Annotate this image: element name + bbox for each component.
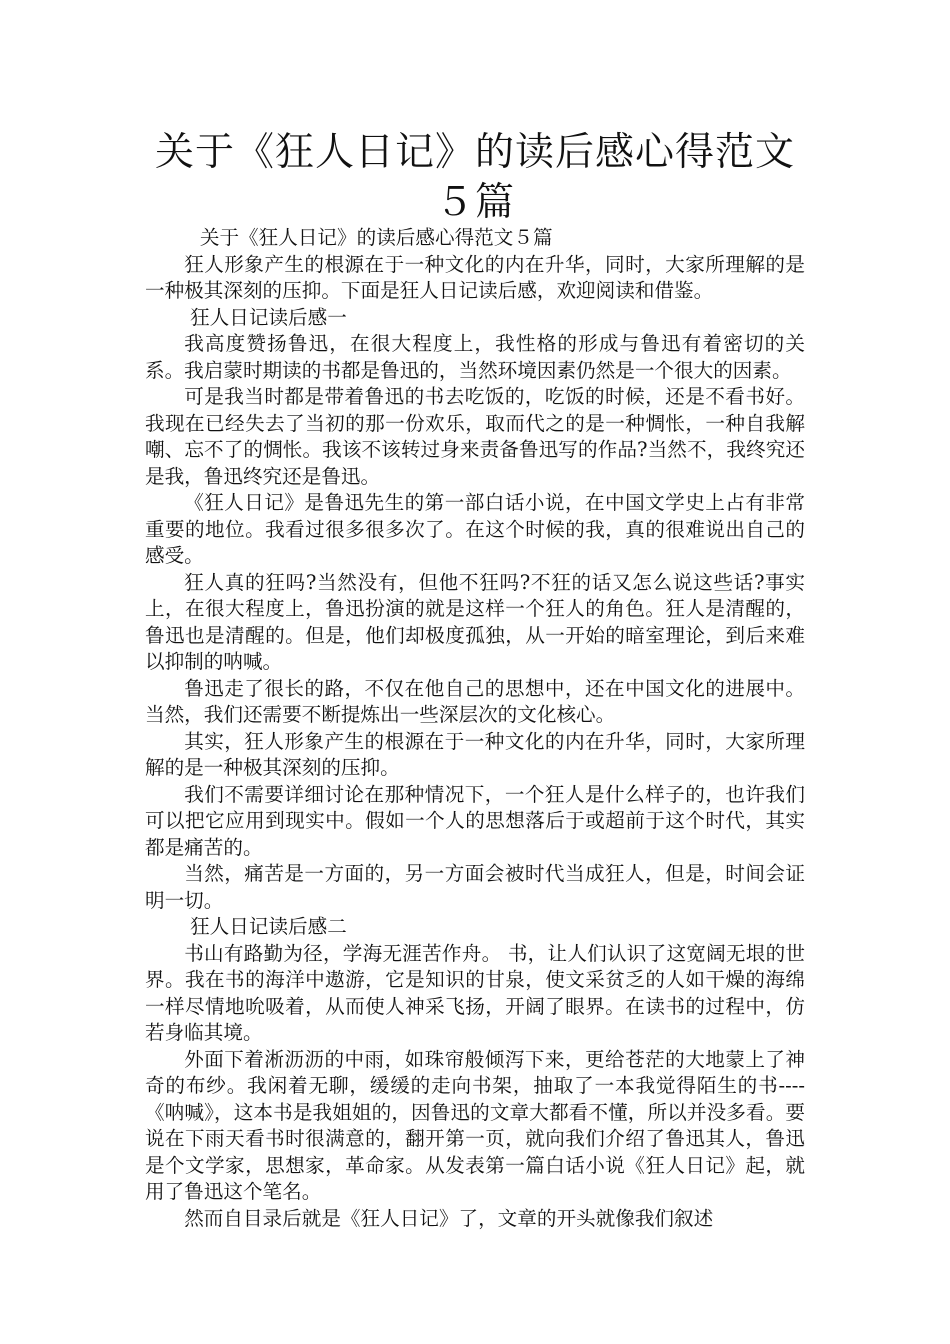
document-title: 关于《狂人日记》的读后感心得范文５篇 [154,130,795,225]
paragraph: 鲁迅走了很长的路，不仅在他自己的思想中，还在中国文化的进展中。当然，我们还需要不断提炼出一些深层次的文化核心。 [145,676,805,726]
paragraph: 我高度赞扬鲁迅，在很大程度上，我性格的形成与鲁迅有着密切的关系。我启蒙时期读的书都是鲁迅的，当然环境因素仍然是一个很大的因素。 [145,332,805,382]
paragraph: 然而自目录后就是《狂人日记》了，文章的开头就像我们叙述 [184,1206,714,1230]
paragraph: 我们不需要详细讨论在那种情况下，一个狂人是什么样子的，也许我们可以把它应用到现实中。假如一个人的思想落后于或超前于这个时代，其实都是痛苦的。 [145,782,805,859]
paragraph: 其实，狂人形象产生的根源在于一种文化的内在升华，同时，大家所理解的是一种极其深刻的压抑。 [145,729,805,779]
section-heading-1: 狂人日记读后感一 [190,305,347,329]
paragraph: 当然，痛苦是一方面的，另一方面会被时代当成狂人，但是，时间会证明一切。 [145,862,805,912]
paragraph: 书山有路勤为径，学海无涯苦作舟。 书，让人们认识了这宽阔无垠的世界。我在书的海洋中遨游，它是知识的甘泉，使文采贫乏的人如干燥的海绵一样尽情地吮吸着，从而使人神采飞扬，开阔了眼界。在读书的过程中，仿若身临其境。 [145,941,805,1044]
paragraph: 可是我当时都是带着鲁迅的书去吃饭的，吃饭的时候，还是不看书好。我现在已经失去了当初的那一份欢乐，取而代之的是一种惆怅，一种自我解嘲、忘不了的惆怅。我该不该转过身来责备鲁迅写的作品?当然不，我终究还是我，鲁迅终究还是鲁迅。 [145,385,805,488]
document-subtitle: 关于《狂人日记》的读后感心得范文５篇 [199,226,553,249]
section-heading-2: 狂人日记读后感二 [190,915,347,938]
document-body [145,225,805,1232]
paragraph: 外面下着淅沥沥的中雨，如珠帘般倾泻下来，更给苍茫的大地蒙上了神奇的布纱。我闲着无聊，缓缓的走向书架，抽取了一本我觉得陌生的书----《呐喊》，这本书是我姐姐的，因鲁迅的文章大都看不懂，所以并没多看。要说在下雨天看书时很满意的，翻开第一页，就向我们介绍了鲁迅其人，鲁迅是个文学家，思想家，革命家。从发表第一篇白话小说《狂人日记》起，就用了鲁迅这个笔名。 [145,1047,805,1203]
paragraph: 狂人真的狂吗?当然没有，但他不狂吗?不狂的话又怎么说这些话?事实上，在很大程度上，鲁迅扮演的就是这样一个狂人的角色。狂人是清醒的，鲁迅也是清醒的。但是，他们却极度孤独，从一开始的暗室理论，到后来难以抑制的呐喊。 [145,570,805,673]
intro-paragraph: 狂人形象产生的根源在于一种文化的内在升华，同时，大家所理解的是一种极其深刻的压抑。下面是狂人日记读后感，欢迎阅读和借鉴。 [145,252,805,302]
paragraph: 《狂人日记》是鲁迅先生的第一部白话小说，在中国文学史上占有非常重要的地位。我看过很多很多次了。在这个时候的我，真的很难说出自己的感受。 [145,491,805,567]
